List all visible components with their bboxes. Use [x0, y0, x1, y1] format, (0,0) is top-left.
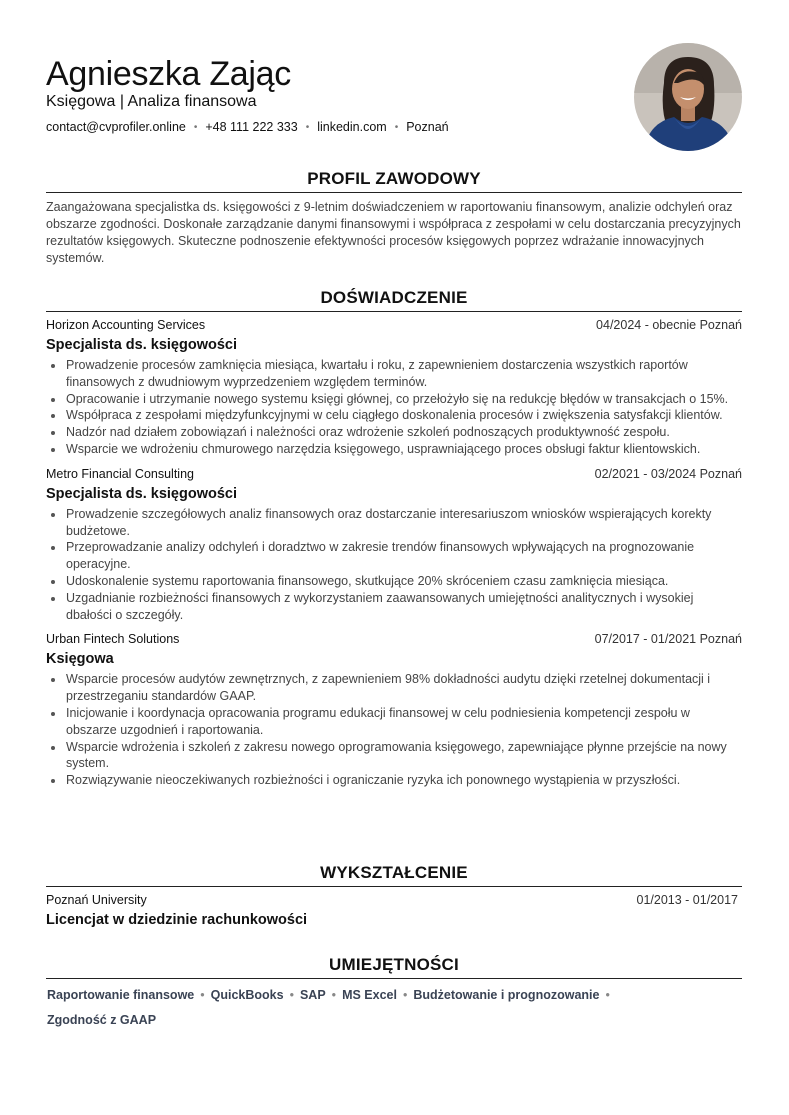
contact-email[interactable]: contact@cvprofiler.online — [46, 120, 186, 134]
separator-dot-icon: • — [193, 121, 198, 133]
separator-dot-icon: • — [605, 988, 610, 1002]
job-entry — [46, 632, 742, 789]
separator-dot-icon: • — [289, 988, 294, 1002]
contact-location: Poznań — [406, 120, 449, 134]
separator-dot-icon: • — [402, 988, 408, 1002]
section-title-skills: UMIEJĘTNOŚCI — [46, 955, 742, 979]
resume-page — [46, 0, 742, 1027]
profile-summary: Zaangażowana specjalistka ds. księgowości z 9-letnim doświadczeniem w raportowaniu finansowym, analizie odchyleń oraz obszarze zgodności. Doskonałe zarządzanie danymi finansowymi i współpraca z zespołami w celu dostarczania precyzyjnych rezultatów księgowych. Skuteczne podnoszenie efektywności procesów księgowych poprzez wdrażanie innowacyjnych systemów. — [46, 200, 741, 265]
job-role: Specjalista ds. księgowości — [46, 485, 237, 502]
job-bullet: Udoskonalenie systemu raportowania finansowego, skutkujące 20% skróceniem czasu zamknięcia miesiąca. — [46, 573, 742, 590]
profile-section — [46, 169, 742, 267]
portrait-image — [634, 43, 742, 151]
profile-photo — [634, 43, 742, 151]
resume-header — [46, 0, 742, 150]
job-bullet: Wsparcie wdrożenia i szkoleń z zakresu nowego oprogramowania księgowego, zapewniające płynne przejście na nowy system. — [46, 739, 742, 773]
job-bullet: Inicjowanie i koordynacja opracowania programu edukacji finansowej w celu podniesienia kompetencji zespołu w obszarze uzgodnień i raportowania. — [46, 705, 742, 739]
job-bullet: Nadzór nad działem zobowiązań i należności oraz wdrożenie szkoleń podnoszących produktywność zespołu. — [46, 424, 742, 441]
skill-item: Raportowanie finansowe — [47, 988, 195, 1002]
contact-phone[interactable]: +48 111 222 333 — [205, 120, 298, 134]
experience-section — [46, 288, 742, 789]
job-dates-location: 07/2017 - 01/2021 Poznań — [594, 632, 742, 647]
job-entry — [46, 318, 742, 458]
job-bullet: Uzgadnianie rozbieżności finansowych z wykorzystaniem zaawansowanych umiejętności analitycznych i wysokiej dbałości o szczegóły. — [46, 590, 742, 624]
skills-section — [46, 955, 742, 1033]
job-company: Metro Financial Consulting — [46, 466, 194, 481]
section-title-experience: DOŚWIADCZENIE — [46, 288, 742, 312]
candidate-headline: Księgowa | Analiza finansowa — [46, 93, 257, 110]
education-degree: Licencjat w dziedzinie rachunkowości — [46, 912, 308, 928]
job-bullet: Wsparcie we wdrożeniu chmurowego narzędzia księgowego, usprawniającego proces obsługi faktur klientowskich. — [46, 441, 742, 458]
education-section — [46, 863, 742, 928]
separator-dot-icon: • — [200, 988, 205, 1002]
skill-item: QuickBooks — [210, 988, 284, 1002]
skills-list — [46, 983, 742, 1033]
separator-dot-icon: • — [331, 988, 337, 1002]
education-school: Poznań University — [46, 893, 147, 907]
job-company: Urban Fintech Solutions — [46, 632, 180, 647]
education-dates: 01/2013 - 01/2017 — [636, 893, 738, 907]
skill-item: SAP — [299, 988, 326, 1002]
job-role: Specjalista ds. księgowości — [46, 337, 237, 353]
job-bullet: Współpraca z zespołami międzyfunkcyjnymi w celu ciągłego doskonalenia procesów i zwiększenia satysfakcji klientów. — [46, 407, 742, 424]
job-bullet: Opracowanie i utrzymanie nowego systemu księgi głównej, co przełożyło się na redukcję błędów w transakcjach o 15%. — [46, 391, 742, 408]
job-entry — [46, 467, 742, 624]
job-dates-location: 02/2021 - 03/2024 Poznań — [594, 466, 742, 481]
skill-item: MS Excel — [342, 988, 397, 1002]
job-bullets — [46, 357, 742, 458]
job-bullet: Przeprowadzanie analizy odchyleń i doradztwo w zakresie trendów finansowych wpływających na prognozowanie operacyjne. — [46, 539, 742, 573]
section-title-education: WYKSZTAŁCENIE — [46, 863, 742, 887]
job-bullet: Prowadzenie procesów zamknięcia miesiąca, kwartału i roku, z zapewnieniem dostarczenia wszystkich raportów finansowych z dwudniowym wyprzedzeniem względem terminów. — [46, 357, 742, 391]
job-bullet: Rozwiązywanie nieoczekiwanych rozbieżności i ograniczanie ryzyka ich ponownego wystąpienia w przyszłości. — [46, 772, 742, 789]
separator-dot-icon: • — [394, 121, 399, 133]
contact-line — [46, 120, 449, 134]
skill-item: Budżetowanie i prognozowanie — [413, 988, 600, 1002]
job-company: Horizon Accounting Services — [46, 318, 206, 332]
section-title-profile: PROFIL ZAWODOWY — [46, 169, 742, 193]
job-bullet: Prowadzenie szczegółowych analiz finansowych oraz dostarczanie interesariuszom wniosków wspierających korekty budżetowe. — [46, 506, 742, 540]
job-bullets — [46, 671, 742, 789]
job-dates-location: 04/2024 - obecnie Poznań — [596, 318, 742, 332]
contact-linkedin[interactable]: linkedin.com — [317, 120, 387, 134]
skill-item: Zgodność z GAAP — [47, 1013, 157, 1027]
job-bullets — [46, 506, 742, 624]
job-role: Księgowa — [46, 651, 114, 668]
candidate-name: Agnieszka Zając — [46, 55, 291, 93]
separator-dot-icon: • — [305, 121, 310, 133]
job-bullet: Wsparcie procesów audytów zewnętrznych, z zapewnieniem 98% dokładności audytu dzięki rzetelnej dokumentacji i przestrzeganiu standardów GAAP. — [46, 671, 742, 705]
